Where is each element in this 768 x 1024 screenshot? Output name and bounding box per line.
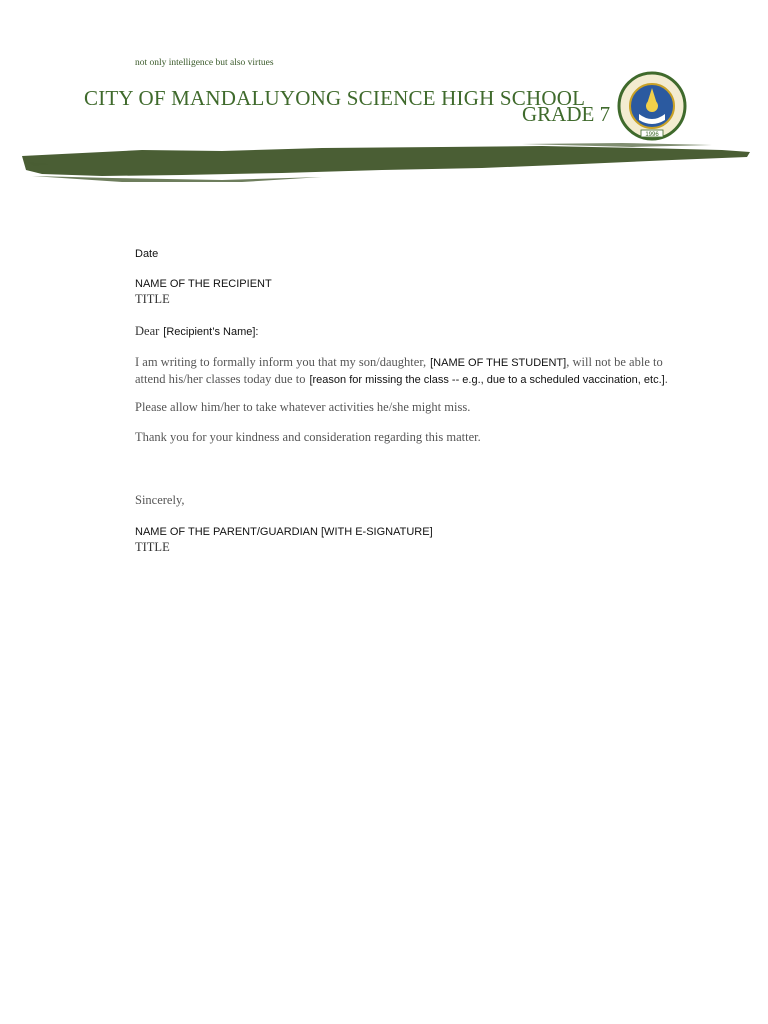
paragraph-1 <box>135 354 683 388</box>
signer-name: NAME OF THE PARENT/GUARDIAN [WITH E-SIGNATURE] <box>135 526 433 538</box>
brush-stroke-divider <box>22 142 752 184</box>
school-name: CITY OF MANDALUYONG SCIENCE HIGH SCHOOL <box>84 86 586 110</box>
letter-date: Date <box>135 248 159 260</box>
closing: Sincerely, <box>135 493 185 507</box>
recipient-name: NAME OF THE RECIPIENT <box>135 278 272 290</box>
para1-reason: [reason for missing the class -- e.g., due to a scheduled vaccination, etc.] <box>309 374 665 386</box>
paragraph-2: Please allow him/her to take whatever activities he/she might miss. <box>135 400 471 414</box>
school-seal-logo <box>617 70 687 142</box>
para1-text-3: attend his/her classes today due to <box>135 372 306 386</box>
school-tagline: not only intelligence but also virtues <box>135 58 274 68</box>
para1-end: . <box>664 372 668 386</box>
para1-student: [NAME OF THE STUDENT] <box>430 357 567 369</box>
grade-label: GRADE 7 <box>522 102 611 126</box>
signer-title: TITLE <box>135 540 170 554</box>
salutation <box>135 322 258 340</box>
salutation-word: Dear <box>135 324 160 338</box>
para1-text-1: I am writing to formally inform you that my son/daughter, <box>135 355 427 369</box>
para1-text-2: , will not be able to <box>566 355 663 369</box>
salutation-name: [Recipient’s Name]: <box>163 326 259 338</box>
paragraph-3: Thank you for your kindness and consideration regarding this matter. <box>135 430 481 444</box>
recipient-title: TITLE <box>135 292 170 306</box>
seal-year: 1996 <box>645 132 659 138</box>
